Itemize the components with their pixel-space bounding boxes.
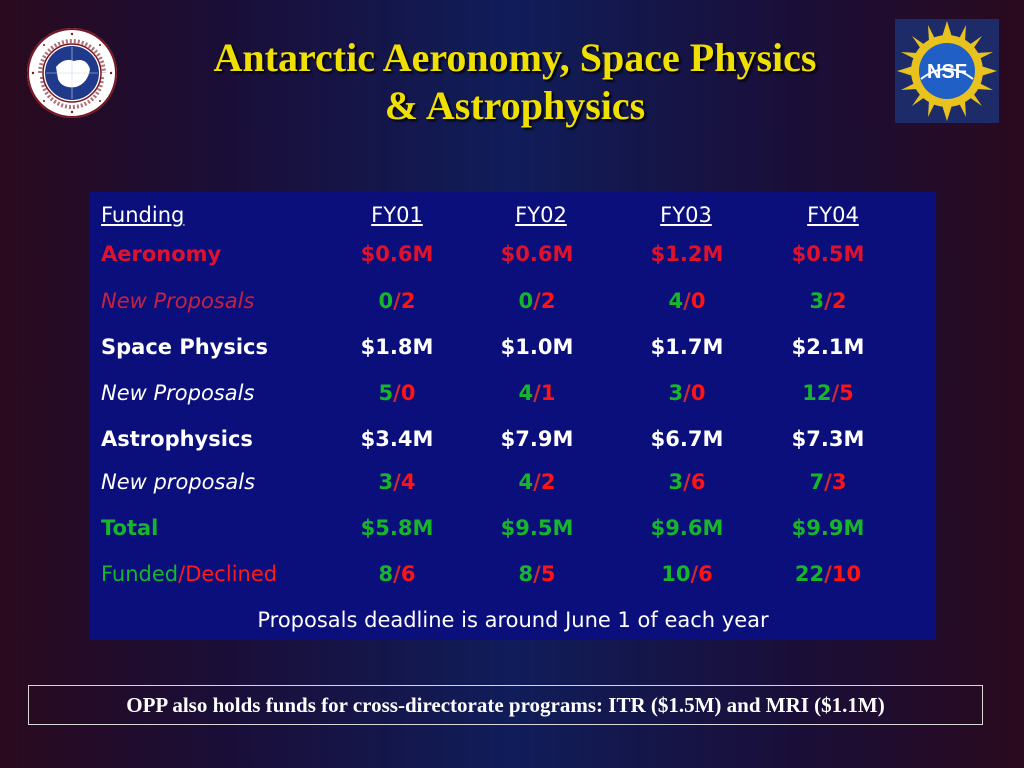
value-cell: $0.5M <box>791 242 865 266</box>
value-cell: $1.2M <box>650 242 724 266</box>
table-row <box>90 467 936 497</box>
value-cell: $1.0M <box>500 335 574 359</box>
table-row <box>90 559 936 589</box>
row-label-funded-declined: Funded/Declined <box>101 562 278 586</box>
proposal-cell: 4/0 <box>668 289 706 313</box>
proposal-cell: 3/0 <box>668 381 706 405</box>
value-cell: $5.8M <box>360 516 434 540</box>
value-cell: $0.6M <box>500 242 574 266</box>
table-row <box>90 332 936 362</box>
value-cell: $9.9M <box>791 516 865 540</box>
proposal-cell: 10/6 <box>661 562 713 586</box>
proposal-cell: 5/0 <box>378 381 416 405</box>
proposal-cell: 3/4 <box>378 470 416 494</box>
proposal-cell: 0/2 <box>518 289 556 313</box>
proposal-cell: 8/6 <box>378 562 416 586</box>
value-cell: $7.3M <box>791 427 865 451</box>
table-row <box>90 239 936 269</box>
value-cell: $9.5M <box>500 516 574 540</box>
proposal-cell: 8/5 <box>518 562 556 586</box>
row-label-astrophysics: Astrophysics <box>101 427 253 451</box>
value-cell: $2.1M <box>791 335 865 359</box>
proposal-cell: 7/3 <box>809 470 847 494</box>
value-cell: $3.4M <box>360 427 434 451</box>
funding-table <box>90 192 936 640</box>
header-fy01: FY01 <box>371 203 423 227</box>
header-funding: Funding <box>101 203 185 227</box>
value-cell: $9.6M <box>650 516 724 540</box>
table-row <box>90 513 936 543</box>
proposal-cell: 0/2 <box>378 289 416 313</box>
header-fy02: FY02 <box>515 203 567 227</box>
svg-text:NSF: NSF <box>927 61 967 83</box>
proposal-cell: 3/2 <box>809 289 847 313</box>
value-cell: $7.9M <box>500 427 574 451</box>
table-row <box>90 424 936 454</box>
row-label-aeronomy: Aeronomy <box>101 242 222 266</box>
proposal-cell: 22/10 <box>794 562 862 586</box>
antarctic-program-seal-icon <box>26 27 118 119</box>
header-fy04: FY04 <box>807 203 859 227</box>
row-label-total: Total <box>101 516 159 540</box>
row-label-new-proposals: New proposals <box>101 470 256 494</box>
table-row <box>90 286 936 316</box>
table-header-row <box>90 200 936 230</box>
header-fy03: FY03 <box>660 203 712 227</box>
value-cell: $1.8M <box>360 335 434 359</box>
proposal-cell: 4/2 <box>518 470 556 494</box>
slide-title <box>130 34 900 130</box>
proposal-cell: 4/1 <box>518 381 556 405</box>
deadline-note: Proposals deadline is around June 1 of each year <box>257 608 769 632</box>
footer-note: OPP also holds funds for cross-directorate programs: ITR ($1.5M) and MRI ($1.1M) <box>28 685 983 725</box>
title-line-1: Antarctic Aeronomy, Space Physics <box>213 35 817 80</box>
value-cell: $6.7M <box>650 427 724 451</box>
table-row <box>90 378 936 408</box>
row-label-space-physics: Space Physics <box>101 335 269 359</box>
nsf-logo-icon <box>895 19 999 123</box>
proposal-cell: 3/6 <box>668 470 706 494</box>
value-cell: $0.6M <box>360 242 434 266</box>
value-cell: $1.7M <box>650 335 724 359</box>
row-label-new-proposals: New Proposals <box>101 381 255 405</box>
row-label-new-proposals: New Proposals <box>101 289 255 313</box>
title-line-2: & Astrophysics <box>384 83 646 128</box>
proposal-cell: 12/5 <box>802 381 854 405</box>
